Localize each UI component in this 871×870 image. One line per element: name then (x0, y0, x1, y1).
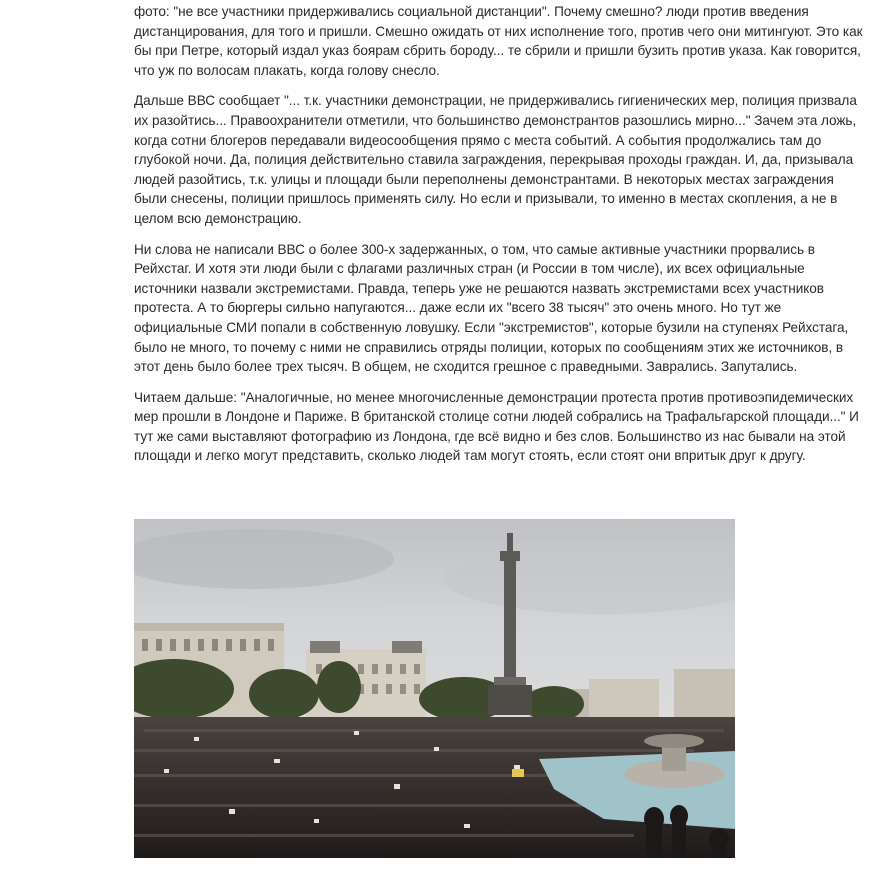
photo-illustration (134, 519, 735, 858)
article-paragraph-1: фото: "не все участники придерживались социальной дистанции". Почему смешно? люди против введения дистанцирования, для того и пришли. Смешно ожидать от них исполнение того, против чего они митингуют. Это как бы при Петре, который издал указ боярам сбрить бороду... те сбрили и пришли бузить против указа. Как говорится, что уж по волосам плакать, когда голову снесло. (134, 4, 863, 78)
article-paragraph-4: Читаем дальше: "Аналогичные, но менее многочисленные демонстрации протеста против противоэпидемических мер прошли в Лондоне и Париже. В британской столице сотни людей собрались на Трафальгарской площади..." И тут же сами выставляют фотографию из Лондона, где всё видно и без слов. Большинство из нас бывали на этой площади и легко могут представить, сколько людей там могут стоять, если стоят они впритык друг к другу. (134, 389, 859, 464)
article-body (134, 0, 869, 477)
article-paragraph-3: Ни слова не написали ВВС о более 300-х задержанных, о том, что самые активные участники прорвались в Рейхстаг. И хотя эти люди были с флагами различных стран (и России в том числе), их всех официальные источники назвали экстремистами. Правда, теперь уже не решаются назвать экстремистами всех участников протеста. А то бюргеры сильно напугаются... даже если их "всего 38 тысяч" это очень много. Но тут же официальные СМИ попали в собственную ловушку. Если "экстремистов", которые бузили на ступенях Рейхстага, было не много, то почему с ними не справились отряды полиции, которых по сообщениям этих же источников, в этот день было более трех тысяч. В общем, не сходится грешное с праведными. Заврались. Запутались. (134, 241, 849, 375)
crowd-on-trafalgar-square-photo[interactable] (134, 519, 735, 858)
article-paragraph-2: Дальше ВВС сообщает "... т.к. участники демонстрации, не придерживались гигиенических мер, полиция призвала их разойтись... Правоохранители отметили, что большинство демонстрантов разошлись мирно..." Зачем эта ложь, когда сотни блогеров передавали видеосообщения прямо с места событий. А события продолжались там до глубокой ночи. Да, полиция действительно ставила заграждения, перекрывая проходы граждан. И, да, призывала людей разойтись, т.к. улицы и площади были переполнены демонстрантами. В некоторых местах заграждения были снесены, полиции пришлось применять силу. Но если и призывали, то именно в местах скопления, а не в целом всю демонстрацию. (134, 93, 857, 226)
